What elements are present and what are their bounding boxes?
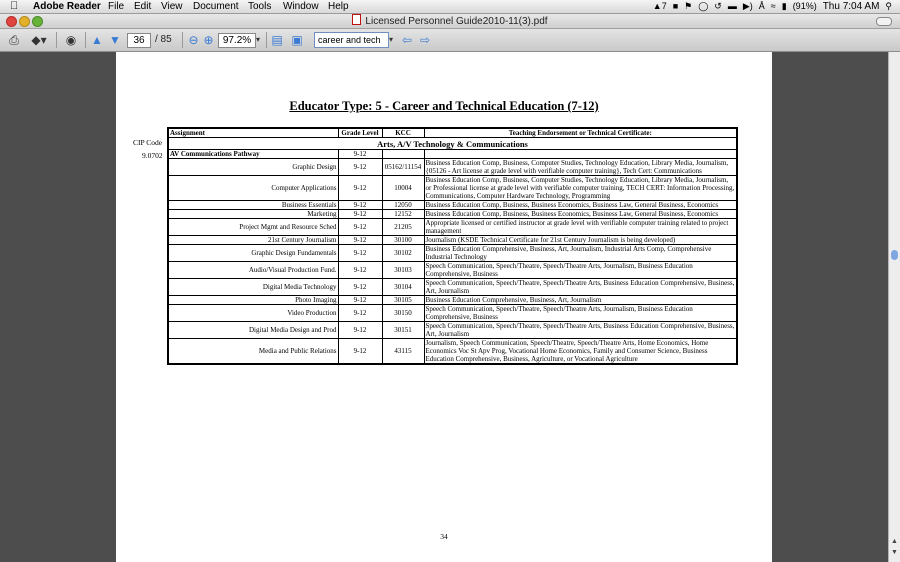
toolbar-separator — [266, 32, 267, 48]
table-row — [168, 210, 737, 219]
collaborate-icon[interactable]: ◉ — [65, 33, 77, 47]
bluetooth-icon[interactable]: Å — [758, 1, 765, 11]
row-kcc: 12050 — [382, 201, 424, 210]
section-title: Arts, A/V Technology & Communications — [168, 138, 737, 150]
table-row — [168, 262, 737, 279]
row-endorsement: Speech Communication, Speech/Theatre, Speech/Theatre Arts, Journalism, Business Education Comprehensive, Business — [424, 305, 737, 322]
row-grade: 9-12 — [338, 210, 382, 219]
menu-document[interactable]: Document — [193, 1, 239, 12]
page-title: Educator Type: 5 - Career and Technical Education (7-12) — [289, 99, 599, 113]
pdf-file-icon — [352, 14, 361, 25]
toolbar — [0, 29, 900, 52]
spotlight-search-icon[interactable]: ⚲ — [885, 1, 892, 11]
row-endorsement: Business Education Comp, Business, Computer Studies, Technology Education, Library Media, Journalism, or Professional license at grade level with verifiable computer training, TECH CERT: Information Processing, Communications, Computer Hardware Technology, Programming — [424, 176, 737, 201]
previous-page-icon[interactable]: ▲ — [91, 33, 103, 47]
table-row — [168, 279, 737, 296]
wifi-icon[interactable]: ≈ — [770, 1, 776, 11]
page-number: 34 — [440, 532, 448, 541]
row-grade: 9-12 — [338, 305, 382, 322]
row-assignment: Computer Applications — [168, 176, 338, 201]
zoom-in-icon[interactable]: ⊕ — [203, 33, 214, 47]
battery-percent: (91%) — [792, 1, 817, 11]
toolbar-separator — [56, 32, 57, 48]
row-assignment: Audio/Visual Production Fund. — [168, 262, 338, 279]
header-assignment: Assignment — [168, 128, 338, 138]
row-kcc: 30104 — [382, 279, 424, 296]
section-row — [168, 138, 737, 150]
window-title-bar — [0, 14, 900, 29]
row-grade: 9-12 — [338, 219, 382, 236]
row-endorsement: Speech Communication, Speech/Theatre, Speech/Theatre Arts, Business Education Comprehensive, Business, Art, Journalism — [424, 279, 737, 296]
row-endorsement: Journalism, Speech Communication, Speech/Theatre, Speech/Theatre Arts, Home Economics, Home Economics Voc St Apv Prog, Vocational Home Economics, Family and Consumer Science, Business Education Comprehensive, Business, Agriculture, or Vocational Agriculture — [424, 339, 737, 365]
menu-window[interactable]: Window — [283, 1, 319, 12]
vertical-scrollbar[interactable] — [888, 52, 900, 562]
cip-code-label: CIP Code — [133, 138, 163, 147]
full-screen-icon[interactable]: ▣ — [291, 33, 303, 47]
table-row — [168, 245, 737, 262]
pathway-row — [168, 150, 737, 159]
row-endorsement: Business Education Comprehensive, Business, Art, Journalism, Industrial Arts Comp, Comprehensive Industrial Technology — [424, 245, 737, 262]
battery-icon[interactable]: ▮ — [781, 1, 787, 11]
row-assignment: Project Mgmt and Resource Sched — [168, 219, 338, 236]
pathway-endorsement — [424, 150, 737, 159]
table-row — [168, 296, 737, 305]
pathway-kcc — [382, 150, 424, 159]
create-pdf-icon[interactable]: ◆▾ — [31, 33, 47, 47]
fit-page-icon[interactable]: ▤ — [271, 33, 283, 47]
pdf-page — [116, 52, 772, 562]
row-assignment: Media and Public Relations — [168, 339, 338, 365]
clock[interactable]: Thu 7:04 AM — [822, 1, 880, 12]
zoom-level-input[interactable]: 97.2% — [218, 33, 256, 48]
header-kcc: KCC — [382, 128, 424, 138]
row-kcc: 30105 — [382, 296, 424, 305]
toolbar-separator — [85, 32, 86, 48]
menu-tools[interactable]: Tools — [248, 1, 272, 12]
row-assignment: Digital Media Technology — [168, 279, 338, 296]
print-icon[interactable]: ⎙ — [9, 33, 19, 47]
flag-icon[interactable]: ⚑ — [684, 1, 693, 11]
header-grade-level: Grade Level — [338, 128, 382, 138]
search-options-icon[interactable]: ▾ — [388, 35, 393, 44]
row-assignment: Digital Media Design and Prod — [168, 322, 338, 339]
row-assignment: Business Essentials — [168, 201, 338, 210]
volume-icon[interactable]: ▶) — [742, 1, 753, 11]
row-grade: 9-12 — [338, 159, 382, 176]
row-kcc: 30100 — [382, 236, 424, 245]
row-endorsement: Business Education Comp, Business, Business Economics, Business Law, General Business, Economics — [424, 210, 737, 219]
row-assignment: Graphic Design Fundamentals — [168, 245, 338, 262]
window-title-text: Licensed Personnel Guide2010-11(3).pdf — [365, 16, 548, 27]
time-machine-icon[interactable]: ↺ — [714, 1, 722, 11]
row-endorsement: Business Education Comp, Business, Computer Studies, Technology Education, Library Media, Journalism, {05126 - Art license at grade level with verifiable computer training}, Tech Cert: Communications — [424, 159, 737, 176]
row-assignment: Video Production — [168, 305, 338, 322]
row-assignment: Graphic Design — [168, 159, 338, 176]
row-grade: 9-12 — [338, 262, 382, 279]
row-endorsement: Journalism (KSDE Technical Certificate for 21st Century Journalism is being developed) — [424, 236, 737, 245]
row-kcc: 30150 — [382, 305, 424, 322]
row-grade: 9-12 — [338, 339, 382, 365]
row-endorsement: Speech Communication, Speech/Theatre, Speech/Theatre Arts, Journalism, Business Education Comprehensive, Business — [424, 262, 737, 279]
table-row — [168, 176, 737, 201]
row-kcc: 05162/11154 — [382, 159, 424, 176]
header-endorsement: Teaching Endorsement or Technical Certificate: — [424, 128, 737, 138]
row-grade: 9-12 — [338, 245, 382, 262]
menu-edit[interactable]: Edit — [134, 1, 152, 12]
toolbar-toggle-button[interactable] — [876, 17, 892, 26]
next-page-icon[interactable]: ▼ — [109, 33, 121, 47]
scroll-down-icon[interactable]: ▼ — [891, 549, 898, 556]
menu-view[interactable]: View — [161, 1, 183, 12]
table-row — [168, 305, 737, 322]
cip-code-value: 9.0702 — [142, 151, 163, 160]
table-header-row — [168, 128, 737, 138]
row-endorsement: Speech Communication, Speech/Theatre, Speech/Theatre Arts, Business Education Comprehensive, Business, Art, Journalism — [424, 322, 737, 339]
scrollbar-thumb[interactable] — [891, 250, 898, 260]
search-input[interactable]: career and tech — [314, 32, 389, 48]
row-kcc: 30151 — [382, 322, 424, 339]
row-assignment: Photo Imaging — [168, 296, 338, 305]
row-kcc: 10004 — [382, 176, 424, 201]
pathway-grade: 9-12 — [338, 150, 382, 159]
endorsement-table — [167, 127, 738, 365]
row-kcc: 21205 — [382, 219, 424, 236]
row-grade: 9-12 — [338, 236, 382, 245]
row-grade: 9-12 — [338, 296, 382, 305]
toolbar-separator — [182, 32, 183, 48]
zoom-dropdown-icon[interactable]: ▾ — [255, 35, 260, 44]
row-endorsement: Business Education Comprehensive, Business, Art, Journalism — [424, 296, 737, 305]
shield-icon[interactable]: ■ — [672, 1, 679, 11]
table-row — [168, 322, 737, 339]
row-kcc: 30103 — [382, 262, 424, 279]
table-row — [168, 219, 737, 236]
row-endorsement: Appropriate licensed or certified instructor at grade level with verifiable computer training related to project management — [424, 219, 737, 236]
row-assignment: 21st Century Journalism — [168, 236, 338, 245]
table-row — [168, 236, 737, 245]
row-grade: 9-12 — [338, 201, 382, 210]
find-next-icon[interactable]: ⇨ — [419, 33, 431, 47]
apple-menu-icon[interactable] — [10, 0, 18, 13]
table-row — [168, 201, 737, 210]
menu-file[interactable]: File — [108, 1, 125, 12]
app-menu[interactable]: Adobe Reader — [33, 1, 101, 12]
display-icon[interactable]: ▬ — [727, 1, 737, 11]
row-assignment: Marketing — [168, 210, 338, 219]
scroll-up-icon[interactable]: ▲ — [891, 538, 898, 545]
menu-bar — [0, 0, 900, 14]
find-previous-icon[interactable]: ⇦ — [401, 33, 413, 47]
row-grade: 9-12 — [338, 279, 382, 296]
current-page-input[interactable]: 36 — [127, 33, 151, 48]
pathway-name: AV Communications Pathway — [168, 150, 338, 159]
row-endorsement: Business Education Comp, Business, Business Economics, Business Law, General Business, Economics — [424, 201, 737, 210]
adobe-badge-count: 7 — [661, 1, 667, 11]
page-count: / 85 — [155, 34, 172, 45]
table-row — [168, 159, 737, 176]
document-area[interactable] — [0, 52, 888, 562]
lightbulb-icon[interactable]: ◯ — [698, 1, 709, 11]
adobe-status-icon[interactable]: ▲7 — [652, 1, 667, 11]
menu-help[interactable]: Help — [328, 1, 349, 12]
window-title — [0, 14, 900, 29]
row-kcc: 30102 — [382, 245, 424, 262]
row-grade: 9-12 — [338, 176, 382, 201]
row-kcc: 43115 — [382, 339, 424, 365]
table-row — [168, 339, 737, 365]
row-kcc: 12152 — [382, 210, 424, 219]
row-grade: 9-12 — [338, 322, 382, 339]
zoom-out-icon[interactable]: ⊖ — [188, 33, 199, 47]
